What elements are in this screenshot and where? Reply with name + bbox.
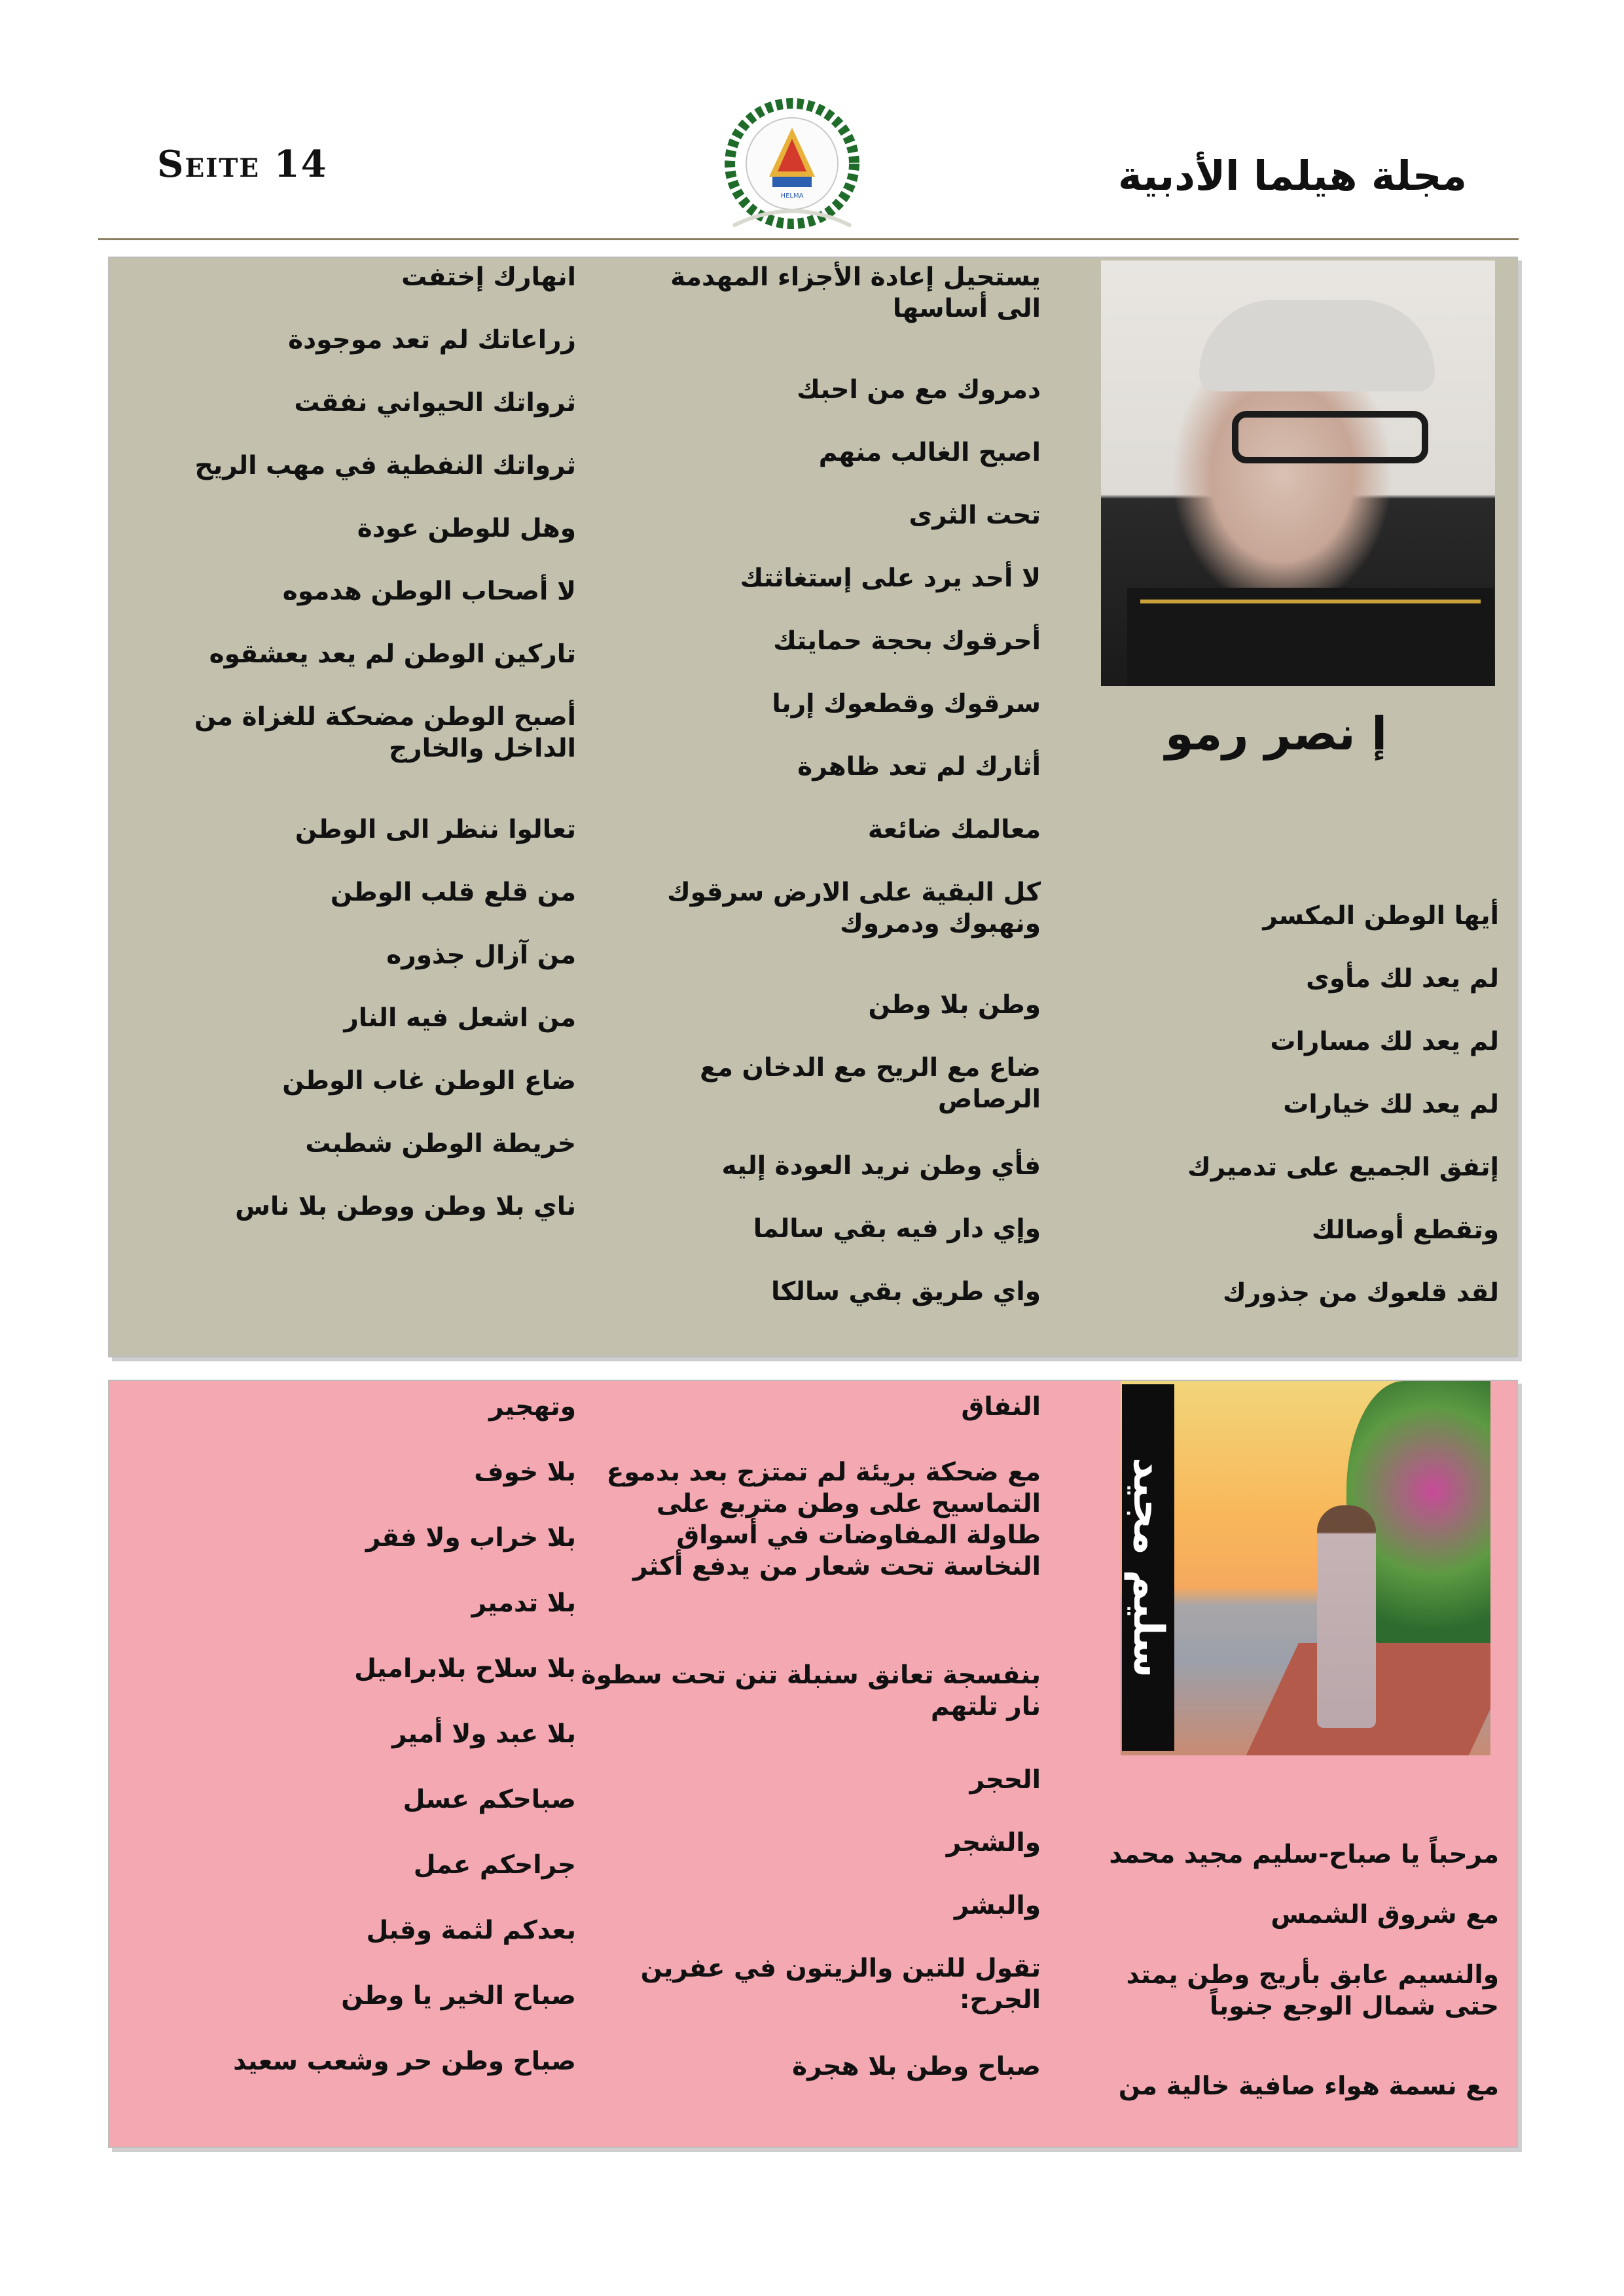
verse-line: أحرقوك بحجة حمايتك bbox=[773, 626, 1041, 656]
verse-line: بعدكم لثمة وقبل bbox=[366, 1916, 576, 1945]
verse-line: ضاع مع الريح مع الدخان مع الرصاص bbox=[700, 1053, 1041, 1114]
verse-line: وتهجير bbox=[489, 1392, 576, 1422]
verse-line: والبشر bbox=[954, 1891, 1041, 1920]
poem1-column-left bbox=[177, 262, 576, 1254]
author-photo-1 bbox=[1101, 260, 1495, 686]
poem2-column-middle bbox=[576, 1391, 1041, 2111]
verse-line: خريطة الوطن شطبت bbox=[305, 1129, 576, 1158]
verse-line: بنفسجة تعانق سنبلة تنن تحت سطوة نار تلتهم bbox=[581, 1660, 1041, 1721]
verse-line: لم يعد لك مأوى bbox=[1306, 964, 1499, 994]
verse-line: وتقطع أوصالك bbox=[1311, 1215, 1499, 1245]
verse-line: إتفق الجميع على تدميرك bbox=[1187, 1153, 1499, 1182]
verse-line: صباحكم عسل bbox=[403, 1785, 576, 1814]
verse-line: وطن بلا وطن bbox=[868, 990, 1041, 1020]
verse-line: صباح وطن حر وشعب سعيد bbox=[233, 2047, 576, 2076]
author-name-2: سليم مجيد bbox=[1124, 1457, 1172, 1678]
verse-line: لم يعد لك خيارات bbox=[1283, 1090, 1499, 1119]
verse-line: تعالوا ننظر الى الوطن bbox=[295, 815, 576, 844]
author-name-1: إ نصر رمو bbox=[1165, 707, 1388, 761]
verse-line: ناي بلا وطن ووطن بلا ناس bbox=[235, 1192, 576, 1221]
verse-line: أثارك لم تعد ظاهرة bbox=[797, 752, 1041, 781]
verse-line: لم يعد لك مسارات bbox=[1270, 1027, 1499, 1056]
verse-line: بلا خوف bbox=[474, 1458, 576, 1487]
author-photo-2 bbox=[1121, 1381, 1490, 1755]
verse-line: صباح الخير يا وطن bbox=[341, 1981, 576, 2011]
verse-line: يستحيل إعادة الأجزاء المهدمة الى أساسها bbox=[670, 262, 1041, 323]
verse-line: بلا سلاح بلابراميل bbox=[354, 1654, 576, 1683]
page-number: Seite 14 bbox=[157, 143, 328, 186]
verse-line: تحت الثرى bbox=[909, 501, 1041, 530]
poem1-column-middle bbox=[648, 262, 1041, 1339]
verse-line: جراحكم عمل bbox=[413, 1850, 576, 1880]
verse-line: فأي وطن نريد العودة إليه bbox=[721, 1151, 1041, 1181]
svg-text:HELMA: HELMA bbox=[780, 192, 804, 200]
poem2-column-left bbox=[177, 1391, 576, 2111]
verse-line: بلا عبد ولا أمير bbox=[391, 1719, 576, 1749]
verse-line: والنسيم عابق بأريج وطن يمتد حتى شمال الوجع جنوباً bbox=[1126, 1960, 1499, 2021]
verse-line: وإي دار فيه بقي سالما bbox=[753, 1214, 1041, 1244]
verse-line: بلا تدمير bbox=[471, 1588, 576, 1618]
poem1-column-right bbox=[1113, 901, 1499, 1340]
verse-line: سرقوك وقطعوك إربا bbox=[772, 689, 1041, 719]
poem2-column-right bbox=[1106, 1839, 1499, 2131]
verse-line: لقد قلعوك من جذورك bbox=[1223, 1278, 1499, 1308]
verse-line: بلا خراب ولا فقر bbox=[365, 1523, 576, 1552]
verse-line: اصبح الغالب منهم bbox=[818, 438, 1041, 467]
verse-line: تقول للتين والزيتون في عفرين الجرح: bbox=[640, 1954, 1041, 2015]
verse-line: زراعاتك لم تعد موجودة bbox=[288, 325, 576, 355]
verse-line: معالمك ضائعة bbox=[867, 815, 1041, 844]
verse-line: من قلع قلب الوطن bbox=[330, 878, 576, 907]
verse-line: دمروك مع من احبك bbox=[797, 375, 1041, 404]
verse-line: لا أحد يرد على إستغاثتك bbox=[740, 564, 1041, 593]
verse-line: واي طريق بقي سالكا bbox=[770, 1277, 1041, 1306]
verse-line: صباح وطن بلا هجرة bbox=[792, 2052, 1041, 2081]
verse-line: أصبح الوطن مضحكة للغزاة من الداخل والخارج bbox=[194, 702, 576, 763]
laurel-wreath-logo-icon bbox=[694, 98, 890, 236]
verse-line: أيها الوطن المكسر bbox=[1263, 901, 1499, 931]
verse-line: ثرواتك النفطية في مهب الريح bbox=[194, 451, 576, 480]
verse-line: ثرواتك الحيواني نفقت bbox=[294, 388, 576, 418]
verse-line: وهل للوطن عودة bbox=[357, 514, 576, 543]
verse-line: والشجر bbox=[946, 1828, 1041, 1857]
verse-line: من آزال جذوره bbox=[386, 941, 576, 970]
magazine-title: مجلة هيلما الأدبية bbox=[1117, 152, 1467, 200]
header-divider bbox=[98, 238, 1519, 240]
verse-line: الحجر bbox=[969, 1765, 1041, 1795]
verse-line: مرحباً يا صباح-سليم مجيد محمد bbox=[1109, 1840, 1499, 1869]
verse-line: انهارك إختفت bbox=[401, 262, 576, 292]
verse-line: النفاق bbox=[961, 1392, 1041, 1422]
verse-line: لا أصحاب الوطن هدموه bbox=[282, 577, 576, 606]
verse-line: مع نسمة هواء صافية خالية من bbox=[1118, 2072, 1499, 2101]
verse-line: تاركين الوطن لم يعد يعشقوه bbox=[209, 639, 576, 669]
verse-line: كل البقية على الارض سرقوك ونهبوك ودمروك bbox=[666, 878, 1041, 939]
verse-line: مع ضحكة بريئة لم تمتزج بعد بدموع التماسيح على وطن متربع على طاولة المفاوضات في أسواق النخاسة تحت شعار من يدفع أكثر bbox=[606, 1458, 1041, 1581]
verse-line: من اشعل فيه النار bbox=[344, 1003, 576, 1033]
verse-line: ضاع الوطن غاب الوطن bbox=[282, 1066, 576, 1096]
verse-line: مع شروق الشمس bbox=[1271, 1900, 1499, 1929]
